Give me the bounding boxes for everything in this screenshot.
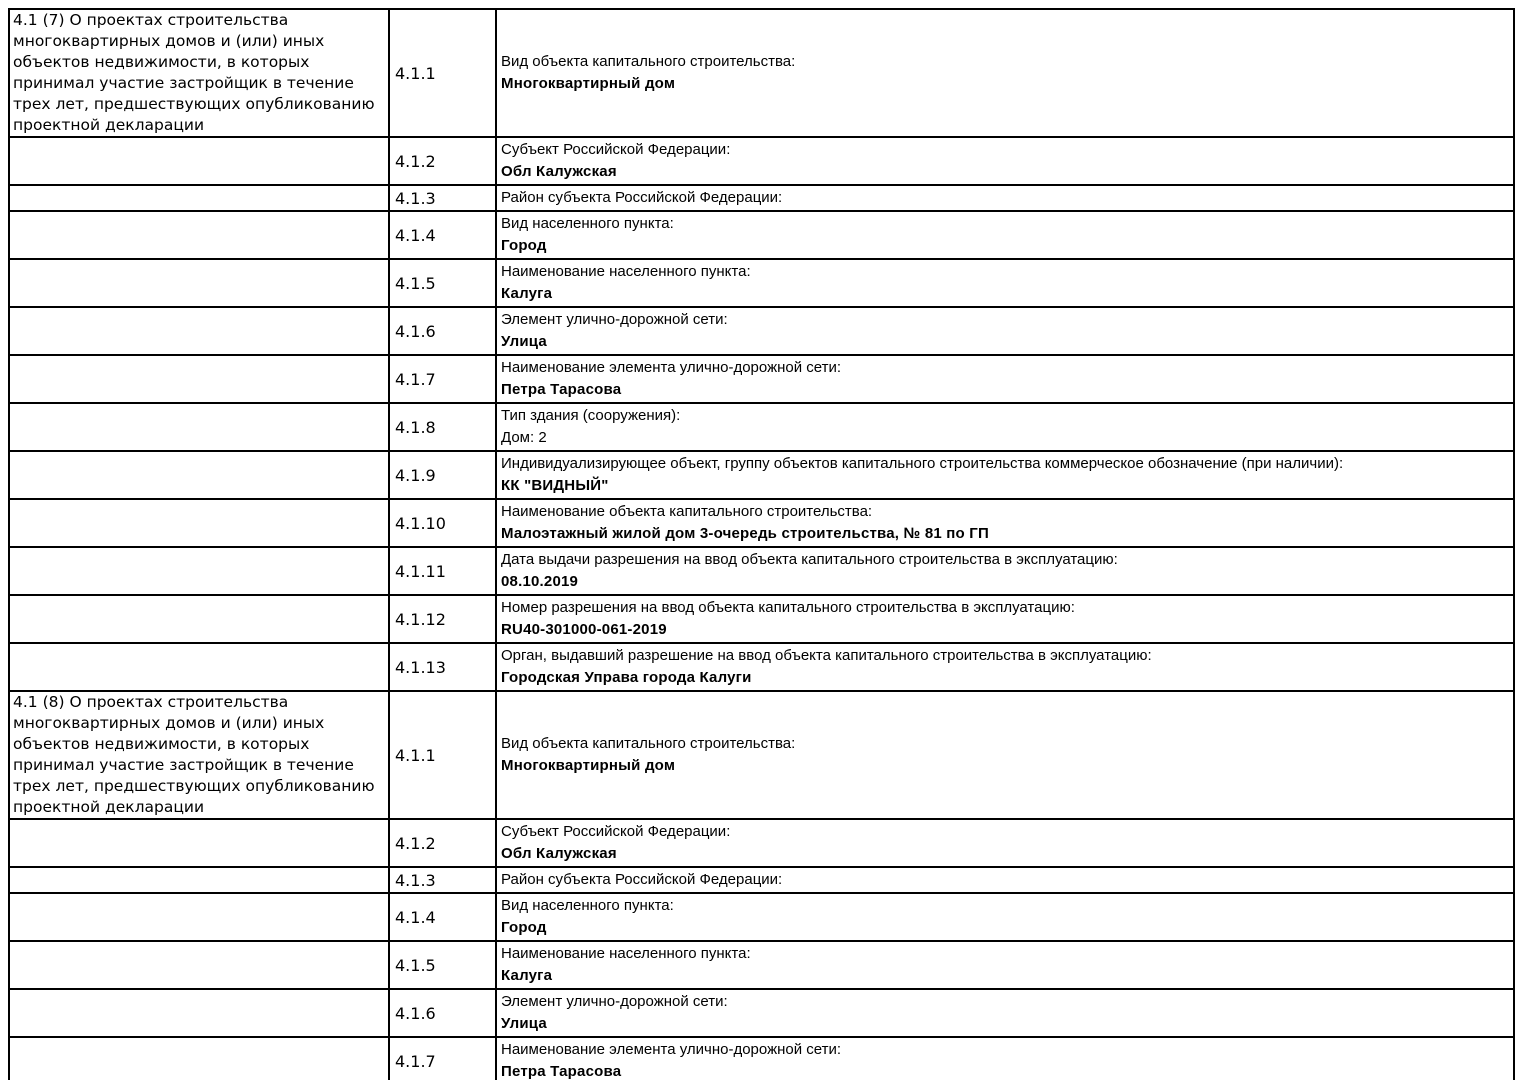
row-number: 4.1.11 xyxy=(389,547,496,595)
section-title-empty-cell xyxy=(9,137,389,185)
field-label: Наименование населенного пункта: xyxy=(501,945,751,962)
row-content-cell xyxy=(496,1037,1514,1080)
row-number: 4.1.6 xyxy=(389,307,496,355)
section-title-empty-cell xyxy=(9,185,389,211)
field-label: Наименование объекта капитального строительства: xyxy=(501,503,873,520)
table-row xyxy=(9,643,1514,691)
field-label: Вид объекта капитального строительства: xyxy=(501,53,796,70)
field-label: Элемент улично-дорожной сети: xyxy=(501,311,728,328)
field-value: Калуга xyxy=(501,967,553,984)
table-row xyxy=(9,595,1514,643)
field-label: Вид объекта капитального строительства: xyxy=(501,735,796,752)
table-row xyxy=(9,259,1514,307)
row-number: 4.1.5 xyxy=(389,259,496,307)
table-row xyxy=(9,355,1514,403)
field-value: Город xyxy=(501,237,547,254)
field-label: Наименование населенного пункта: xyxy=(501,263,751,280)
field-label: Субъект Российской Федерации: xyxy=(501,823,731,840)
table-row xyxy=(9,547,1514,595)
row-content-cell xyxy=(496,643,1514,691)
table-row xyxy=(9,1037,1514,1080)
section-title-empty-cell xyxy=(9,499,389,547)
field-label: Орган, выдавший разрешение на ввод объекта капитального строительства в эксплуатацию: xyxy=(501,647,1152,664)
field-value: Дом: 2 xyxy=(501,429,547,446)
table-row xyxy=(9,941,1514,989)
field-value: Городская Управа города Калуги xyxy=(501,669,752,686)
field-value: Город xyxy=(501,919,547,936)
table-row xyxy=(9,451,1514,499)
section-title-empty-cell xyxy=(9,893,389,941)
row-number: 4.1.2 xyxy=(389,819,496,867)
field-value: Улица xyxy=(501,1015,547,1032)
row-content-cell xyxy=(496,893,1514,941)
section-title-empty-cell xyxy=(9,307,389,355)
row-content-cell xyxy=(496,185,1514,211)
row-number: 4.1.12 xyxy=(389,595,496,643)
row-number: 4.1.3 xyxy=(389,867,496,893)
field-label: Индивидуализирующее объект, группу объектов капитального строительства коммерческое обозначение (при наличии): xyxy=(501,455,1344,472)
table-row xyxy=(9,867,1514,893)
row-content-cell xyxy=(496,867,1514,893)
row-content-cell xyxy=(496,941,1514,989)
field-label: Элемент улично-дорожной сети: xyxy=(501,993,728,1010)
table-row xyxy=(9,307,1514,355)
field-value: Обл Калужская xyxy=(501,163,617,180)
table-row xyxy=(9,989,1514,1037)
table-row xyxy=(9,211,1514,259)
row-number: 4.1.9 xyxy=(389,451,496,499)
table-row xyxy=(9,691,1514,819)
row-number: 4.1.6 xyxy=(389,989,496,1037)
table-row xyxy=(9,9,1514,137)
field-value: RU40-301000-061-2019 xyxy=(501,621,667,638)
field-label: Наименование элемента улично-дорожной сети: xyxy=(501,359,842,376)
field-value: Улица xyxy=(501,333,547,350)
table-row xyxy=(9,403,1514,451)
row-number: 4.1.8 xyxy=(389,403,496,451)
field-label: Вид населенного пункта: xyxy=(501,897,674,914)
section-title-empty-cell xyxy=(9,989,389,1037)
row-number: 4.1.5 xyxy=(389,941,496,989)
table-row xyxy=(9,137,1514,185)
row-content-cell xyxy=(496,547,1514,595)
table-row xyxy=(9,893,1514,941)
section-title-empty-cell xyxy=(9,867,389,893)
section-title-empty-cell xyxy=(9,355,389,403)
row-number: 4.1.10 xyxy=(389,499,496,547)
row-number: 4.1.1 xyxy=(389,9,496,137)
row-number: 4.1.4 xyxy=(389,893,496,941)
field-label: Тип здания (сооружения): xyxy=(501,407,681,424)
field-value: Петра Тарасова xyxy=(501,1063,622,1080)
row-content-cell xyxy=(496,211,1514,259)
field-value: Калуга xyxy=(501,285,553,302)
declaration-table-body xyxy=(9,9,1514,1080)
field-value: Обл Калужская xyxy=(501,845,617,862)
project-declaration-table xyxy=(8,8,1515,1080)
section-title-empty-cell xyxy=(9,595,389,643)
field-label: Дата выдачи разрешения на ввод объекта капитального строительства в эксплуатацию: xyxy=(501,551,1118,568)
field-label: Номер разрешения на ввод объекта капитального строительства в эксплуатацию: xyxy=(501,599,1075,616)
section-title: 4.1 (8) О проектах строительства многоквартирных домов и (или) иных объектов недвижимости, в которых принимал участие застройщик в течение трех лет, предшествующих опубликованию проектной декларации xyxy=(9,691,389,819)
row-content-cell xyxy=(496,451,1514,499)
section-title-empty-cell xyxy=(9,451,389,499)
section-title-empty-cell xyxy=(9,643,389,691)
row-number: 4.1.3 xyxy=(389,185,496,211)
field-value: Петра Тарасова xyxy=(501,381,622,398)
section-title-empty-cell xyxy=(9,403,389,451)
field-value: Многоквартирный дом xyxy=(501,75,676,92)
row-content-cell xyxy=(496,499,1514,547)
row-content-cell xyxy=(496,355,1514,403)
section-title-empty-cell xyxy=(9,211,389,259)
row-content-cell xyxy=(496,595,1514,643)
row-content-cell xyxy=(496,403,1514,451)
field-value: Многоквартирный дом xyxy=(501,757,676,774)
field-value: КК "ВИДНЫЙ" xyxy=(501,477,609,494)
row-number: 4.1.1 xyxy=(389,691,496,819)
section-title-empty-cell xyxy=(9,259,389,307)
row-number: 4.1.7 xyxy=(389,1037,496,1080)
row-content-cell xyxy=(496,307,1514,355)
section-title: 4.1 (7) О проектах строительства многоквартирных домов и (или) иных объектов недвижимости, в которых принимал участие застройщик в течение трех лет, предшествующих опубликованию проектной декларации xyxy=(9,9,389,137)
field-value: 08.10.2019 xyxy=(501,573,579,590)
row-content-cell xyxy=(496,691,1514,819)
row-content-cell xyxy=(496,137,1514,185)
field-label: Вид населенного пункта: xyxy=(501,215,674,232)
field-label: Район субъекта Российской Федерации: xyxy=(501,871,783,888)
table-row xyxy=(9,499,1514,547)
section-title-empty-cell xyxy=(9,547,389,595)
field-label: Наименование элемента улично-дорожной сети: xyxy=(501,1041,842,1058)
table-row xyxy=(9,185,1514,211)
row-content-cell xyxy=(496,9,1514,137)
field-value: Малоэтажный жилой дом 3-очередь строительства, № 81 по ГП xyxy=(501,525,989,542)
section-title-empty-cell xyxy=(9,819,389,867)
row-number: 4.1.13 xyxy=(389,643,496,691)
row-content-cell xyxy=(496,819,1514,867)
row-number: 4.1.4 xyxy=(389,211,496,259)
row-content-cell xyxy=(496,989,1514,1037)
row-number: 4.1.7 xyxy=(389,355,496,403)
table-row xyxy=(9,819,1514,867)
row-number: 4.1.2 xyxy=(389,137,496,185)
field-label: Район субъекта Российской Федерации: xyxy=(501,189,783,206)
row-content-cell xyxy=(496,259,1514,307)
section-title-empty-cell xyxy=(9,1037,389,1080)
section-title-empty-cell xyxy=(9,941,389,989)
field-label: Субъект Российской Федерации: xyxy=(501,141,731,158)
